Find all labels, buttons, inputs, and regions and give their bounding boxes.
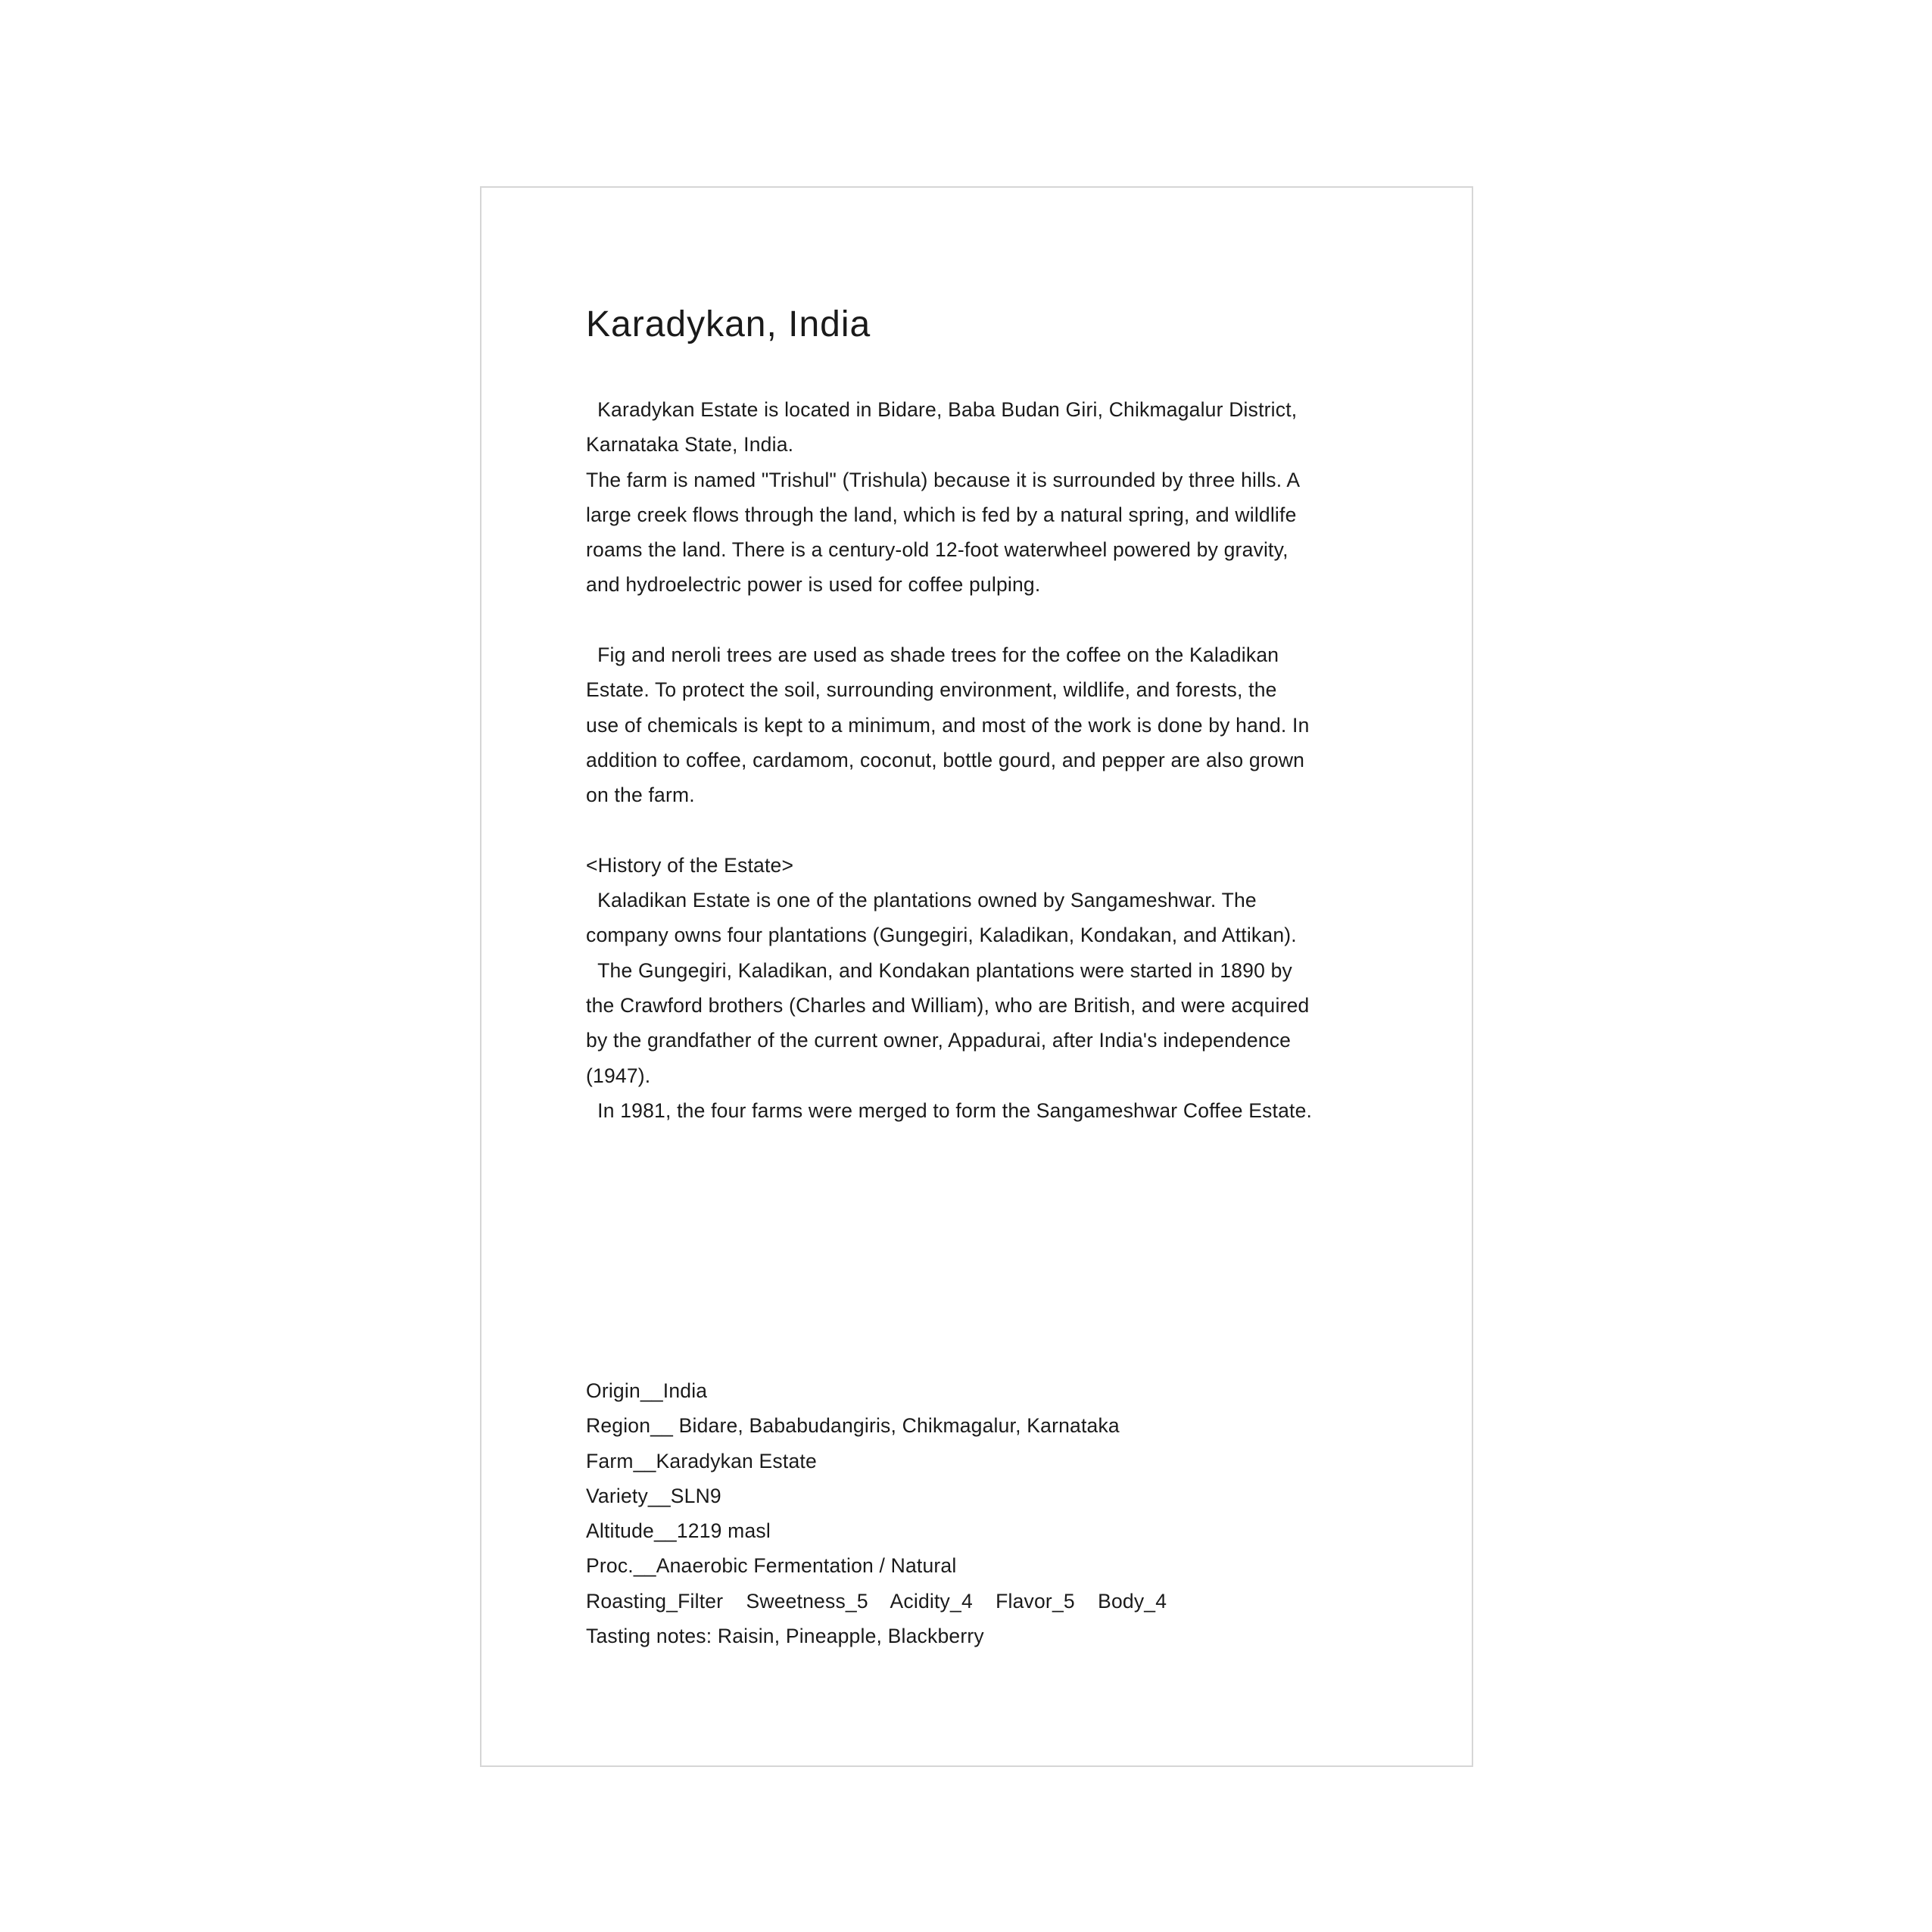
description-line: Kaladikan Estate is one of the plantations owned by Sangameshwar. The [586, 889, 1257, 912]
description-line: by the grandfather of the current owner, Appadurai, after India's independence [586, 1029, 1292, 1052]
coffee-specs [586, 1373, 1388, 1653]
description-line: use of chemicals is kept to a minimum, and most of the work is done by hand. In [586, 713, 1310, 737]
estate-description [586, 392, 1388, 1128]
description-line: Estate. To protect the soil, surrounding environment, wildlife, and forests, the [586, 678, 1277, 702]
description-line: company owns four plantations (Gungegiri, Kaladikan, Kondakan, and Attikan). [586, 924, 1297, 947]
paragraph-spacer [586, 603, 1388, 637]
description-line: the Crawford brothers (Charles and William), who are British, and were acquired [586, 994, 1310, 1017]
description-line: on the farm. [586, 784, 695, 807]
description-line: large creek flows through the land, which is fed by a natural spring, and wildlife [586, 503, 1297, 526]
description-line: The Gungegiri, Kaladikan, and Kondakan plantations were started in 1890 by [586, 958, 1293, 982]
spec-region: Region__ Bidare, Bababudangiris, Chikmagalur, Karnataka [586, 1414, 1120, 1438]
spec-process: Proc.__Anaerobic Fermentation / Natural [586, 1554, 957, 1578]
history-heading: <History of the Estate> [586, 853, 794, 877]
spec-variety: Variety__SLN9 [586, 1484, 721, 1507]
description-line: roams the land. There is a century-old 12-foot waterwheel powered by gravity, [586, 538, 1289, 562]
spec-tasting-notes: Tasting notes: Raisin, Pineapple, Blackberry [586, 1625, 984, 1648]
document-card [480, 186, 1473, 1767]
description-line: Karadykan Estate is located in Bidare, Baba Budan Giri, Chikmagalur District, [586, 398, 1298, 421]
spec-altitude: Altitude__1219 masl [586, 1519, 771, 1543]
spec-farm: Farm__Karadykan Estate [586, 1449, 817, 1472]
spec-roasting: Roasting_Filter Sweetness_5 Acidity_4 Flavor_5 Body_4 [586, 1589, 1167, 1613]
description-line: Fig and neroli trees are used as shade trees for the coffee on the Kaladikan [586, 643, 1279, 667]
description-line: addition to coffee, cardamom, coconut, bottle gourd, and pepper are also grown [586, 748, 1305, 771]
description-line: Karnataka State, India. [586, 433, 794, 457]
description-line: The farm is named "Trishul" (Trishula) because it is surrounded by three hills. A [586, 468, 1301, 491]
description-line: and hydroelectric power is used for coffee pulping. [586, 573, 1041, 597]
description-line: (1947). [586, 1064, 651, 1087]
description-line: In 1981, the four farms were merged to form the Sangameshwar Coffee Estate. [586, 1098, 1313, 1122]
paragraph-spacer [586, 813, 1388, 848]
spec-origin: Origin__India [586, 1379, 708, 1402]
document-title: Karadykan, India [586, 304, 871, 344]
